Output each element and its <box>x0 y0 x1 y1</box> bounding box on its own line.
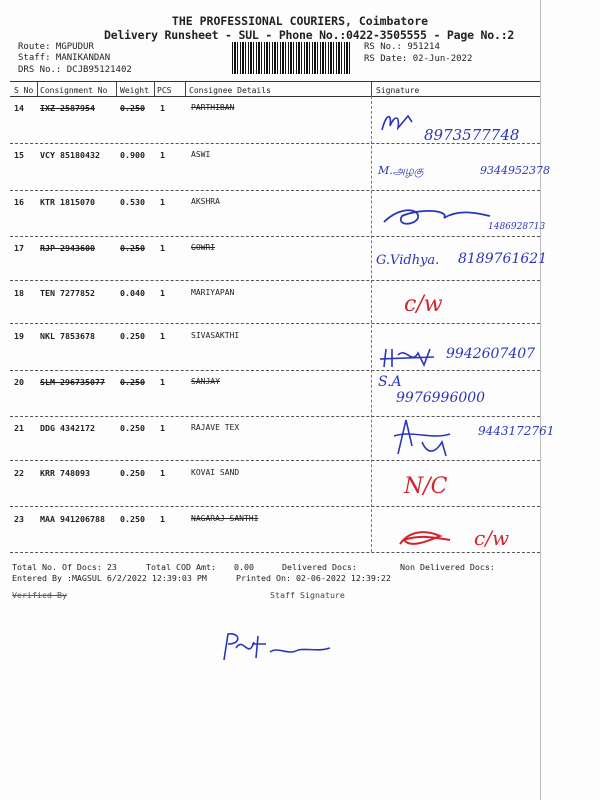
row-consignment: SLM 296735077 <box>40 377 105 387</box>
route-label: Route: MGPUDUR <box>18 42 94 52</box>
row-sno: 15 <box>14 150 24 160</box>
row-consignment: KRR 748093 <box>40 468 90 478</box>
company-title: THE PROFESSIONAL COURIERS, Coimbatore <box>171 14 429 28</box>
total-cod-value: 0.00 <box>234 562 254 572</box>
handwritten-remark: c/w <box>404 292 443 317</box>
row-weight: 0.250 <box>120 514 145 524</box>
rs-number: RS No.: 951214 <box>364 42 440 52</box>
row-consignment: KTR 1815070 <box>40 197 95 207</box>
staff-label: Staff: MANIKANDAN <box>18 53 111 63</box>
col-consignment: Consignment No <box>40 86 108 95</box>
handwritten-remark: N/C <box>404 474 448 499</box>
total-cod-label: Total COD Amt: <box>146 562 216 572</box>
row-weight: 0.250 <box>120 423 145 433</box>
row-sno: 21 <box>14 423 24 433</box>
row-consignee: RAJAVE TEX <box>191 423 240 432</box>
runsheet-subtitle: Delivery Runsheet - SUL - Phone No.:0422-3505555 - Page No.:2 <box>104 28 515 42</box>
table-row <box>0 144 540 190</box>
handwritten-name: M.அழகு <box>378 164 424 177</box>
row-consignee: NAGARAJ SANTHI <box>191 514 259 523</box>
row-weight: 0.250 <box>120 468 145 478</box>
row-weight: 0.250 <box>120 243 145 253</box>
col-pcs: PCS <box>157 86 172 95</box>
row-consignee: KOVAI SAND <box>191 468 240 477</box>
col-divider <box>37 82 38 96</box>
row-pcs: 1 <box>160 468 165 478</box>
signature-mark <box>378 345 438 371</box>
table-row <box>0 282 540 328</box>
col-divider <box>116 82 117 96</box>
row-pcs: 1 <box>160 150 165 160</box>
row-consignee: AKSHRA <box>191 197 220 206</box>
col-sno: S No <box>14 86 34 95</box>
entered-by: Entered By :MAGSUL 6/2/2022 12:39:03 PM <box>12 573 207 583</box>
signature-mark <box>392 416 462 460</box>
row-consignee: SANJAY <box>191 377 220 386</box>
delivered-docs: Delivered Docs: <box>282 562 357 572</box>
row-divider <box>10 506 540 507</box>
row-sno: 18 <box>14 288 24 298</box>
row-sno: 14 <box>14 103 24 113</box>
row-pcs: 1 <box>160 103 165 113</box>
row-consignee: ASWI <box>191 150 211 159</box>
row-weight: 0.040 <box>120 288 145 298</box>
row-sno: 22 <box>14 468 24 478</box>
total-docs: Total No. Of Docs: 23 <box>12 562 117 572</box>
handwritten-phone: 8189761621 <box>458 251 548 267</box>
row-divider <box>10 552 540 553</box>
handwritten-name: S.A <box>378 374 402 390</box>
row-consignment: NKL 7853678 <box>40 331 95 341</box>
row-consignment: VCY 85180432 <box>40 150 100 160</box>
col-consignee: Consignee Details <box>189 86 271 95</box>
col-signature: Signature <box>376 86 420 95</box>
row-consignment: RJP 2943600 <box>40 243 95 253</box>
handwritten-phone: 9443172761 <box>478 424 555 438</box>
rs-date: RS Date: 02-Jun-2022 <box>364 54 473 64</box>
handwritten-phone: 9942607407 <box>446 346 536 362</box>
col-divider <box>371 82 372 96</box>
row-weight: 0.250 <box>120 377 145 387</box>
row-sno: 23 <box>14 514 24 524</box>
handwritten-name: G.Vidhya. <box>376 253 440 268</box>
col-divider <box>185 82 186 96</box>
row-divider <box>10 323 540 324</box>
row-consignee: MARIYAPAN <box>191 288 235 297</box>
verified-by: Verified By <box>12 590 67 600</box>
scribble-mark <box>396 526 456 552</box>
staff-signature-mark <box>218 630 338 666</box>
barcode <box>232 42 352 74</box>
non-delivered-docs: Non Delivered Docs: <box>400 562 495 572</box>
row-weight: 0.250 <box>120 103 145 113</box>
row-weight: 0.250 <box>120 331 145 341</box>
row-consignee: GOWRI <box>191 243 216 252</box>
handwritten-phone: 9344952378 <box>480 164 550 177</box>
row-weight: 0.530 <box>120 197 145 207</box>
row-sno: 19 <box>14 331 24 341</box>
handwritten-phone: 9976996000 <box>396 390 486 406</box>
row-pcs: 1 <box>160 331 165 341</box>
row-pcs: 1 <box>160 514 165 524</box>
row-weight: 0.900 <box>120 150 145 160</box>
drs-number: DRS No.: DCJB95121402 <box>18 65 132 75</box>
page-edge <box>540 0 541 800</box>
row-consignment: MAA 941206788 <box>40 514 105 524</box>
row-consignment: IXZ 2587954 <box>40 103 95 113</box>
row-pcs: 1 <box>160 197 165 207</box>
col-divider <box>154 82 155 96</box>
row-pcs: 1 <box>160 288 165 298</box>
staff-signature-label: Staff Signature <box>270 590 345 600</box>
handwritten-phone: 1486928713 <box>488 222 546 232</box>
table-row <box>0 508 540 554</box>
col-weight: Weight <box>120 86 149 95</box>
row-pcs: 1 <box>160 243 165 253</box>
row-sno: 17 <box>14 243 24 253</box>
row-consignee: PARTHIBAN <box>191 103 235 112</box>
row-consignment: DDG 4342172 <box>40 423 95 433</box>
printed-on: Printed On: 02-06-2022 12:39:22 <box>236 573 391 583</box>
row-consignment: TEN 7277852 <box>40 288 95 298</box>
row-pcs: 1 <box>160 377 165 387</box>
row-pcs: 1 <box>160 423 165 433</box>
header-top-rule <box>10 81 540 82</box>
handwritten-phone: 8973577748 <box>424 126 520 144</box>
row-consignee: SIVASAKTHI <box>191 331 240 340</box>
row-divider <box>10 280 540 281</box>
handwritten-remark: c/w <box>474 526 510 550</box>
row-sno: 16 <box>14 197 24 207</box>
row-sno: 20 <box>14 377 24 387</box>
row-divider <box>10 460 540 461</box>
signature-mark <box>378 108 418 138</box>
table-row <box>0 462 540 508</box>
